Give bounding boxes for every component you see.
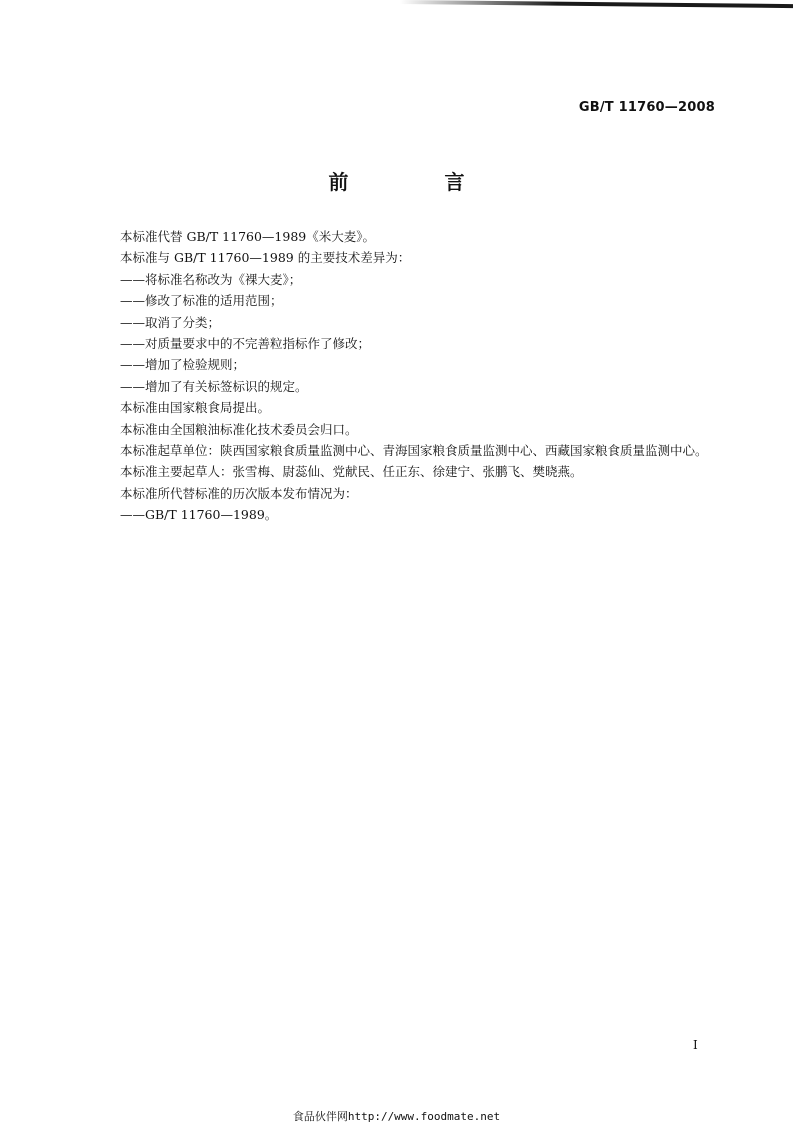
paragraph-replaces: 本标准代替 GB/T 11760—1989《米大麦》。 bbox=[120, 229, 375, 244]
list-item: ——取消了分类； bbox=[120, 314, 221, 330]
list-item: ——增加了检验规则； bbox=[120, 357, 246, 373]
page-title: 前 言 bbox=[328, 170, 503, 194]
list-item: ——修改了标准的适用范围； bbox=[120, 293, 283, 309]
standard-code: GB/T 11760—2008 bbox=[578, 100, 715, 115]
paragraph-differences-intro: 本标准与 GB/T 11760—1989 的主要技术差异为： bbox=[120, 250, 411, 266]
paragraph-proposed-by: 本标准由国家粮食局提出。 bbox=[120, 400, 271, 416]
paragraph-history-intro: 本标准所代替标准的历次版本发布情况为： bbox=[120, 485, 358, 501]
page-number: I bbox=[693, 1038, 698, 1052]
paragraph-drafting-units: 本标准起草单位：陕西国家粮食质量监测中心、青海国家粮食质量监测中心、西藏国家粮食质量监测中心。 bbox=[120, 443, 708, 459]
paragraph-centralized-by: 本标准由全国粮油标准化技术委员会归口。 bbox=[120, 421, 358, 437]
preface-body bbox=[81, 226, 715, 526]
paragraph-drafters: 本标准主要起草人：张雪梅、尉蕊仙、党献民、任正东、徐建宁、张鹏飞、樊晓燕。 bbox=[120, 464, 583, 480]
list-item: ——对质量要求中的不完善粒指标作了修改； bbox=[120, 336, 371, 352]
footer-watermark: 食品伙伴网http://www.foodmate.net bbox=[292, 1110, 501, 1123]
list-item: ——增加了有关标签标识的规定。 bbox=[120, 378, 308, 394]
list-item: ——GB/T 11760—1989。 bbox=[120, 507, 278, 523]
scan-edge-shadow bbox=[400, 0, 793, 8]
list-item: ——将标准名称改为《裸大麦》； bbox=[120, 271, 302, 287]
